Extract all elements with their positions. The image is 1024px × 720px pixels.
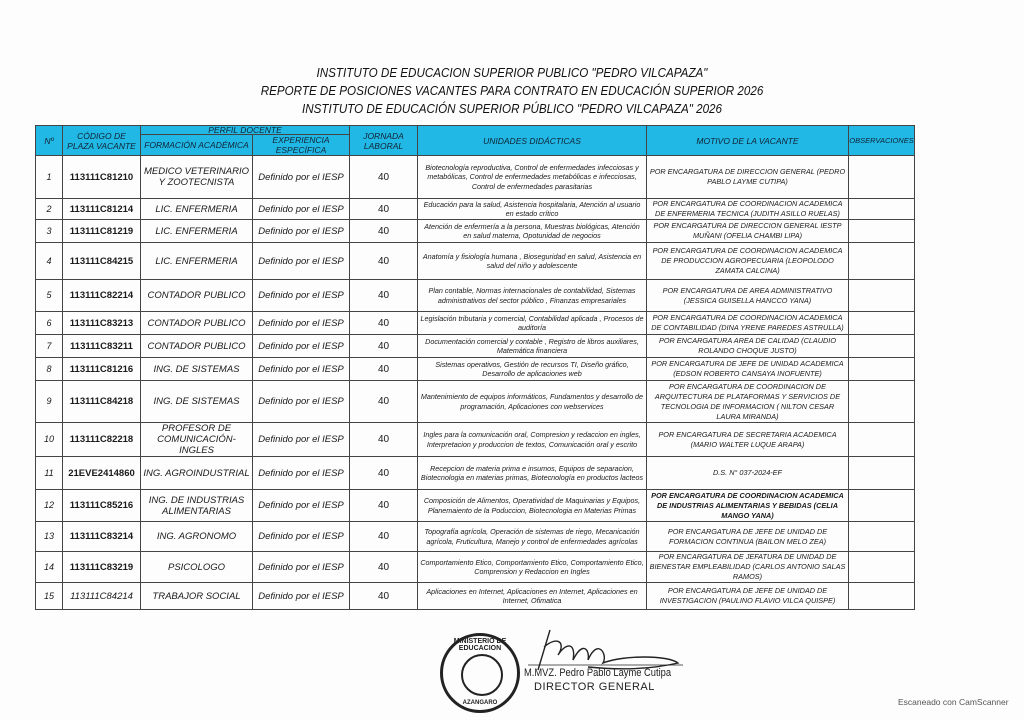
row-number: 2	[36, 199, 63, 220]
header-num: Nº	[36, 126, 63, 156]
formacion-academica: PROFESOR DE COMUNICACIÓN-INGLES	[141, 423, 253, 457]
table-row	[36, 423, 915, 457]
jornada-laboral: 40	[350, 423, 418, 457]
observaciones	[849, 156, 915, 199]
row-number: 7	[36, 335, 63, 358]
plaza-code: 113111C84214	[63, 583, 141, 610]
row-number: 15	[36, 583, 63, 610]
unidades-didacticas: Sistemas operativos, Gestión de recursos TI, Diseño gráfico, Desarrollo de aplicaciones web	[418, 358, 647, 381]
plaza-code: 113111C83219	[63, 552, 141, 583]
motivo-vacante: POR ENCARGATURA DE COORDINACION ACADEMICA DE PRODUCCION AGROPECUARIA (LEOPOLODO ZAMATA CALCINA)	[647, 243, 849, 280]
observaciones	[849, 312, 915, 335]
row-number: 5	[36, 280, 63, 312]
jornada-laboral: 40	[350, 156, 418, 199]
jornada-laboral: 40	[350, 381, 418, 423]
jornada-laboral: 40	[350, 552, 418, 583]
vacancies-table	[35, 125, 915, 610]
unidades-didacticas: Mantenimiento de equipos informáticos, Fundamentos y desarrollo de programación, Aplicaciones con webservices	[418, 381, 647, 423]
signature-block	[436, 625, 696, 710]
experiencia-especifica: Definido por el IESP	[253, 522, 350, 552]
table-row	[36, 156, 915, 199]
seal-text-bottom: AZANGARO	[462, 700, 498, 706]
plaza-code: 113111C82218	[63, 423, 141, 457]
plaza-code: 21EVE2414860	[63, 457, 141, 490]
document-title-block	[0, 64, 1024, 118]
row-number: 4	[36, 243, 63, 280]
experiencia-especifica: Definido por el IESP	[253, 490, 350, 522]
formacion-academica: PSICOLOGO	[141, 552, 253, 583]
unidades-didacticas: Atención de enfermería a la persona, Muestras biológicas, Atención en salud materna, Opotunidad de negocios	[418, 220, 647, 243]
observaciones	[849, 552, 915, 583]
motivo-vacante: D.S. N° 037-2024-EF	[647, 457, 849, 490]
row-number: 1	[36, 156, 63, 199]
motivo-vacante: POR ENCARGATURA DE COORDINACION ACADEMICA DE INDUSTRIAS ALIMENTARIAS Y BEBIDAS (CELIA MANGO YANA)	[647, 490, 849, 522]
jornada-laboral: 40	[350, 583, 418, 610]
title-line-1: INSTITUTO DE EDUCACION SUPERIOR PUBLICO "PEDRO VILCAPAZA"	[316, 66, 708, 80]
table-row	[36, 243, 915, 280]
formacion-academica: LIC. ENFERMERIA	[141, 243, 253, 280]
unidades-didacticas: Legislación tributaria y comercial, Contabilidad aplicada , Procesos de auditoría	[418, 312, 647, 335]
motivo-vacante: POR ENCARGATURA DE JEFE DE UNIDAD ACADEMICA (EDSON ROBERTO CANSAYA INOFUENTE)	[647, 358, 849, 381]
jornada-laboral: 40	[350, 312, 418, 335]
experiencia-especifica: Definido por el IESP	[253, 583, 350, 610]
institution-seal	[440, 633, 520, 713]
motivo-vacante: POR ENCARGATURA DE AREA ADMINISTRATIVO (JESSICA GUISELLA HANCCO YANA)	[647, 280, 849, 312]
jornada-laboral: 40	[350, 280, 418, 312]
seal-text-top: MINISTERIO DE EDUCACION	[453, 638, 507, 652]
motivo-vacante: POR ENCARGATURA DE COORDINACION ACADEMICA DE ENFERMERIA TECNICA (JUDITH ASILLO RUELAS)	[647, 199, 849, 220]
unidades-didacticas: Documentación comercial y contable , Registro de libros auxiliares, Matemática financiera	[418, 335, 647, 358]
experiencia-especifica: Definido por el IESP	[253, 457, 350, 490]
table-row	[36, 583, 915, 610]
row-number: 8	[36, 358, 63, 381]
observaciones	[849, 522, 915, 552]
title-line-2: REPORTE DE POSICIONES VACANTES PARA CONTRATO EN EDUCACIÓN SUPERIOR 2026	[260, 84, 764, 98]
formacion-academica: ING. DE SISTEMAS	[141, 381, 253, 423]
observaciones	[849, 335, 915, 358]
motivo-vacante: POR ENCARGATURA DE SECRETARIA ACADEMICA (MARIO WALTER LUQUE ARAPA)	[647, 423, 849, 457]
table-row	[36, 552, 915, 583]
motivo-vacante: POR ENCARGATURA DE DIRECCION GENERAL (PEDRO PABLO LAYME CUTIPA)	[647, 156, 849, 199]
motivo-vacante: POR ENCARGATURA DE COORDINACION DE ARQUITECTURA DE PLATAFORMAS Y SERVICIOS DE TECNOLOGIA DE INFORMACION ( NILTON CESAR LAURA MIRANDA)	[647, 381, 849, 423]
experiencia-especifica: Definido por el IESP	[253, 312, 350, 335]
jornada-laboral: 40	[350, 199, 418, 220]
unidades-didacticas: Educación para la salud, Asistencia hospitalaria, Atención al usuario en estado crítico	[418, 199, 647, 220]
experiencia-especifica: Definido por el IESP	[253, 243, 350, 280]
unidades-didacticas: Composición de Alimentos, Operatividad de Maquinarias y Equipos, Planemaiento de la Poduccion, Biotecnologia en Materias Primas	[418, 490, 647, 522]
experiencia-especifica: Definido por el IESP	[253, 381, 350, 423]
plaza-code: 113111C81210	[63, 156, 141, 199]
title-line-3: INSTITUTO DE EDUCACIÓN SUPERIOR PÚBLICO "PEDRO VILCAPAZA" 2026	[302, 102, 722, 116]
experiencia-especifica: Definido por el IESP	[253, 156, 350, 199]
plaza-code: 113111C81214	[63, 199, 141, 220]
plaza-code: 113111C81219	[63, 220, 141, 243]
table-row	[36, 490, 915, 522]
formacion-academica: ING. DE INDUSTRIAS ALIMENTARIAS	[141, 490, 253, 522]
jornada-laboral: 40	[350, 220, 418, 243]
signer-role: DIRECTOR GENERAL	[534, 681, 655, 693]
row-number: 11	[36, 457, 63, 490]
formacion-academica: CONTADOR PUBLICO	[141, 312, 253, 335]
table-row	[36, 358, 915, 381]
observaciones	[849, 381, 915, 423]
table-row	[36, 381, 915, 423]
header-perfil-docente: PERFIL DOCENTE	[141, 126, 350, 135]
table-row	[36, 220, 915, 243]
coat-of-arms-icon	[461, 654, 503, 696]
jornada-laboral: 40	[350, 335, 418, 358]
jornada-laboral: 40	[350, 522, 418, 552]
row-number: 13	[36, 522, 63, 552]
observaciones	[849, 583, 915, 610]
unidades-didacticas: Anatomía y fisiología humana , Bioseguridad en salud, Asistencia en salud del niño y adolescente	[418, 243, 647, 280]
table-row	[36, 335, 915, 358]
jornada-laboral: 40	[350, 457, 418, 490]
observaciones	[849, 490, 915, 522]
row-number: 9	[36, 381, 63, 423]
table-row	[36, 199, 915, 220]
experiencia-especifica: Definido por el IESP	[253, 423, 350, 457]
observaciones	[849, 220, 915, 243]
signer-name: M.MVZ. Pedro Pablo Layme Cutipa	[524, 667, 672, 679]
experiencia-especifica: Definido por el IESP	[253, 335, 350, 358]
observaciones	[849, 423, 915, 457]
jornada-laboral: 40	[350, 490, 418, 522]
unidades-didacticas: Recepcion de materia prima e insumos, Equipos de separacion, Biotecnologia en materias primas, Biotecnología en productos lacteos	[418, 457, 647, 490]
motivo-vacante: POR ENCARGATURA DE DIRECCION GENERAL IESTP MUÑANI (OFELIA CHAMBI LIPA)	[647, 220, 849, 243]
experiencia-especifica: Definido por el IESP	[253, 220, 350, 243]
unidades-didacticas: Ingles para la comunicación oral, Compresion y redaccion en ingles, Interpretacion y produccion de textos, Comunicación oral y escrito	[418, 423, 647, 457]
plaza-code: 113111C84218	[63, 381, 141, 423]
motivo-vacante: POR ENCARGATURA DE JEFE DE UNIDAD DE FORMACION CONTINUA (BAILON MELO ZEA)	[647, 522, 849, 552]
header-motivo: MOTIVO DE LA VACANTE	[647, 126, 849, 156]
plaza-code: 113111C83211	[63, 335, 141, 358]
plaza-code: 113111C84215	[63, 243, 141, 280]
table-row	[36, 312, 915, 335]
formacion-academica: CONTADOR PUBLICO	[141, 335, 253, 358]
formacion-academica: ING. DE SISTEMAS	[141, 358, 253, 381]
unidades-didacticas: Topografía agrícola, Operación de sistemas de riego, Mecanicación agrícola, Fruticultura, Manejo y control de enfermedades agrícolas	[418, 522, 647, 552]
table-row	[36, 522, 915, 552]
plaza-code: 113111C82214	[63, 280, 141, 312]
unidades-didacticas: Aplicaciones en Internet, Aplicaciones en Internet, Aplicaciones en Internet, Ofimatica	[418, 583, 647, 610]
formacion-academica: MEDICO VETERINARIO Y ZOOTECNISTA	[141, 156, 253, 199]
row-number: 6	[36, 312, 63, 335]
row-number: 14	[36, 552, 63, 583]
header-unidades: UNIDADES DIDÁCTICAS	[418, 126, 647, 156]
jornada-laboral: 40	[350, 358, 418, 381]
plaza-code: 113111C83214	[63, 522, 141, 552]
experiencia-especifica: Definido por el IESP	[253, 280, 350, 312]
observaciones	[849, 457, 915, 490]
row-number: 3	[36, 220, 63, 243]
experiencia-especifica: Definido por el IESP	[253, 552, 350, 583]
scanner-watermark: Escaneado con CamScanner	[898, 697, 1009, 707]
experiencia-especifica: Definido por el IESP	[253, 358, 350, 381]
formacion-academica: ING. AGROINDUSTRIAL	[141, 457, 253, 490]
header-formacion: FORMACIÓN ACADÉMICA	[141, 135, 253, 156]
table-row	[36, 280, 915, 312]
unidades-didacticas: Plan contable, Normas internacionales de contabilidad, Sistemas administrativos del sector público , Finanzas empresariales	[418, 280, 647, 312]
formacion-academica: LIC. ENFERMERIA	[141, 199, 253, 220]
jornada-laboral: 40	[350, 243, 418, 280]
row-number: 10	[36, 423, 63, 457]
plaza-code: 113111C83213	[63, 312, 141, 335]
formacion-academica: ING. AGRONOMO	[141, 522, 253, 552]
formacion-academica: LIC. ENFERMERIA	[141, 220, 253, 243]
plaza-code: 113111C85216	[63, 490, 141, 522]
experiencia-especifica: Definido por el IESP	[253, 199, 350, 220]
observaciones	[849, 280, 915, 312]
motivo-vacante: POR ENCARGATURA DE COORDINACION ACADEMICA DE CONTABILIDAD (DINA YRENE PAREDES ASTRULLA)	[647, 312, 849, 335]
header-observaciones: OBSERVACIONES	[849, 126, 915, 156]
row-number: 12	[36, 490, 63, 522]
motivo-vacante: POR ENCARGATURA DE JEFE DE UNIDAD DE INVESTIGACION (PAULINO FLAVIO VILCA QUISPE)	[647, 583, 849, 610]
header-code: CÓDIGO DE PLAZA VACANTE	[63, 126, 141, 156]
unidades-didacticas: Biotecnología reproductiva, Control de enfermedades infecciosas y metabólicas, Control de enfermedades metabólicas e infecciosas, Control de enfermedades parasitarias	[418, 156, 647, 199]
unidades-didacticas: Comportamiento Etico, Comportamiento Etico, Comportamiento Etico, Comprension y Redaccion en Ingles	[418, 552, 647, 583]
observaciones	[849, 243, 915, 280]
header-experiencia: EXPERIENCIA ESPECÍFICA	[253, 135, 350, 156]
formacion-academica: CONTADOR PUBLICO	[141, 280, 253, 312]
motivo-vacante: POR ENCARGATURA DE JEFATURA DE UNIDAD DE BIENESTAR EMPLEABILIDAD (CARLOS ANTONIO SALAS RAMOS)	[647, 552, 849, 583]
table-row	[36, 457, 915, 490]
observaciones	[849, 199, 915, 220]
plaza-code: 113111C81216	[63, 358, 141, 381]
motivo-vacante: POR ENCARGATURA AREA DE CALIDAD (CLAUDIO ROLANDO CHOQUE JUSTO)	[647, 335, 849, 358]
observaciones	[849, 358, 915, 381]
header-jornada: JORNADA LABORAL	[350, 126, 418, 156]
formacion-academica: TRABAJOR SOCIAL	[141, 583, 253, 610]
